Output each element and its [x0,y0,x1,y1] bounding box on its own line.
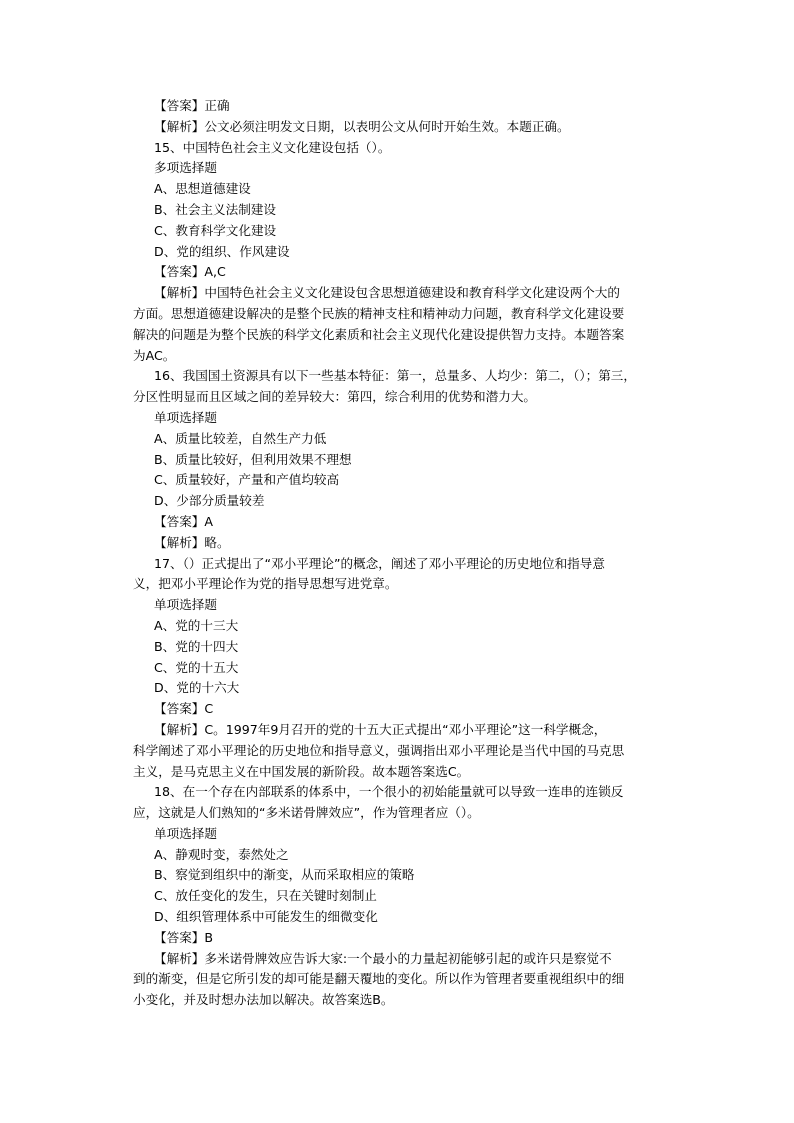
text-line: 【答案】A [154,513,213,529]
text-line: 义，把邓小平理论作为党的指导思想写进党章。 [133,576,398,592]
text-line: 【答案】C [154,701,214,717]
text-line: D、党的组织、作风建设 [154,243,290,259]
text-line: D、组织管理体系中可能发生的细微变化 [154,909,378,925]
text-line: 17、（）正式提出了“邓小平理论”的概念，阐述了邓小平理论的历史地位和指导意 [154,555,605,571]
text-line: 科学阐述了邓小平理论的历史地位和指导意义，强调指出邓小平理论是当代中国的马克思 [133,742,625,758]
text-line: B、党的十四大 [154,638,239,654]
document-body [133,96,673,1011]
text-line: 【解析】多米诺骨牌效应告诉大家:一个最小的力量起初能够引起的或许只是察觉不 [154,950,612,966]
text-line: 分区性明显而且区域之间的差异较大：第四，综合利用的优势和潜力大。 [133,389,536,405]
text-line: 为AC。 [133,347,176,363]
text-line: C、放任变化的发生，只在关键时刻制止 [154,888,377,904]
text-line: 小变化，并及时想办法加以解决。故答案选B。 [133,992,394,1008]
text-line: 方面。思想道德建设解决的是整个民族的精神支柱和精神动力问题，教育科学文化建设要 [133,305,625,321]
text-line: D、少部分质量较差 [154,493,265,509]
text-line: 解决的问题是为整个民族的科学文化素质和社会主义现代化建设提供智力支持。本题答案 [133,326,625,342]
text-line: 单项选择题 [154,409,217,425]
text-line: 【解析】略。 [154,534,230,550]
text-line: 15、中国特色社会主义文化建设包括（）。 [154,139,391,155]
text-line: 【解析】C。1997年9月召开的党的十五大正式提出“邓小平理论”这一科学概念， [154,721,607,737]
text-line: 16、我国国土资源具有以下一些基本特征：第一，总量多、人均少：第二，（）；第三， [154,368,636,384]
text-line: 应，这就是人们熟知的“多米诺骨牌效应”，作为管理者应（）。 [133,805,480,821]
text-line: 18、在一个存在内部联系的体系中，一个很小的初始能量就可以导致一连串的连锁反 [154,784,624,800]
text-line: A、党的十三大 [154,617,239,633]
text-line: 【解析】公文必须注明发文日期，以表明公文从何时开始生效。本题正确。 [154,118,570,134]
text-line: B、社会主义法制建设 [154,201,276,217]
text-line: C、党的十五大 [154,659,239,675]
text-line: B、察觉到组织中的渐变，从而采取相应的策略 [154,867,415,883]
text-line: C、质量较好，产量和产值均较高 [154,472,340,488]
text-line: 主义，是马克思主义在中国发展的新阶段。故本题答案选C。 [133,763,470,779]
text-line: 【答案】正确 [154,98,230,113]
text-line: 到的渐变，但是它所引发的却可能是翻天覆地的变化。所以作为管理者要重视组织中的细 [133,971,625,987]
text-line: 【答案】A,C [154,264,226,280]
text-line: 【解析】中国特色社会主义文化建设包含思想道德建设和教育科学文化建设两个大的 [154,285,620,301]
text-line: A、质量比较差，自然生产力低 [154,430,327,446]
text-line: C、教育科学文化建设 [154,222,277,238]
text-line: D、党的十六大 [154,680,240,696]
text-line: 单项选择题 [154,825,217,841]
text-line: A、静观时变，泰然处之 [154,846,289,862]
text-line: B、质量比较好，但利用效果不理想 [154,451,352,467]
text-line: 单项选择题 [154,597,217,613]
text-line: 多项选择题 [154,160,217,176]
text-line: 【答案】B [154,929,214,945]
text-line: A、思想道德建设 [154,181,251,197]
